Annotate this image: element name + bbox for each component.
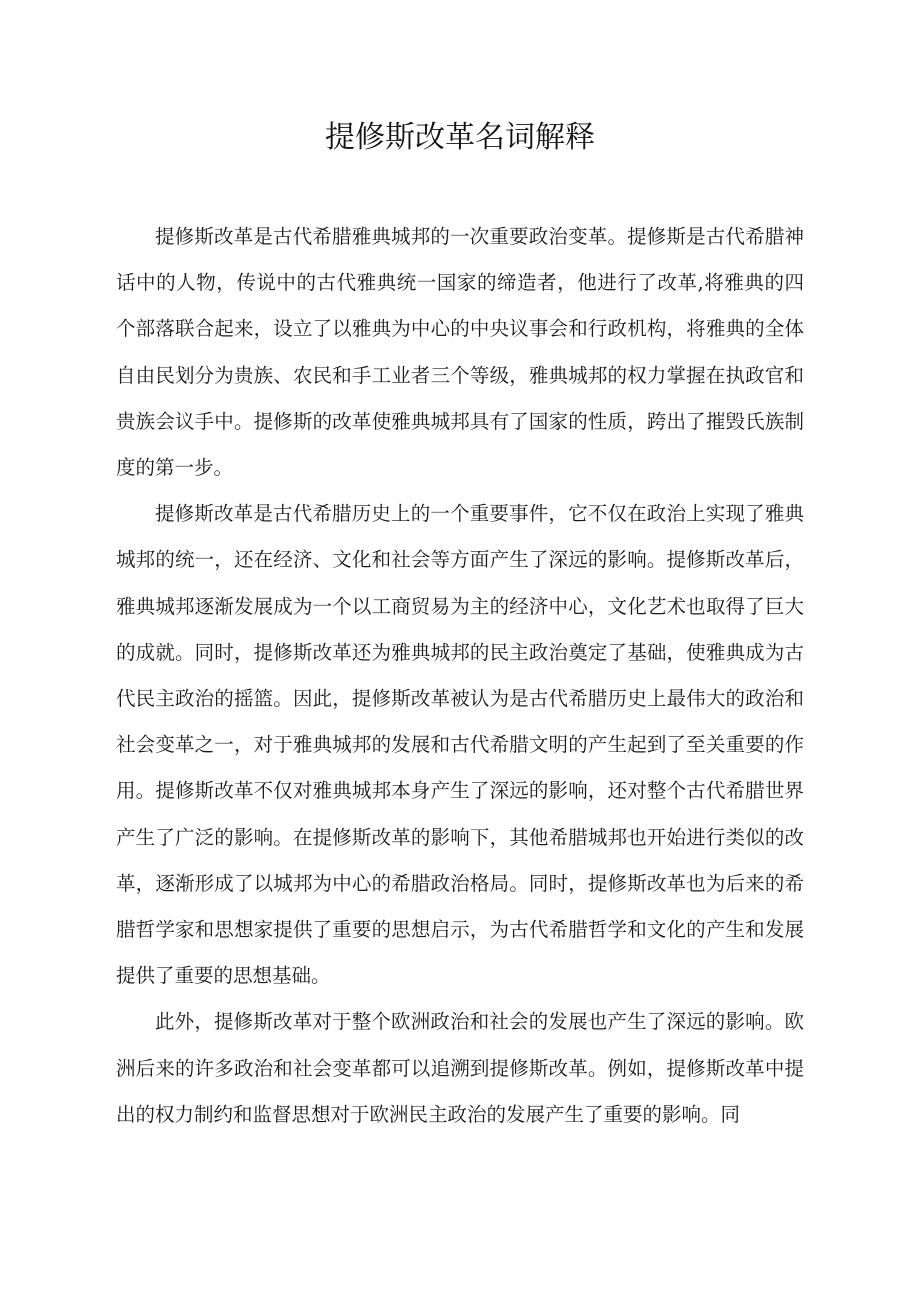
document-title: 提修斯改革名词解释	[325, 120, 595, 155]
document-body	[116, 214, 804, 1138]
paragraph-3: 此外，提修斯改革对于整个欧洲政治和社会的发展也产生了深远的影响。欧洲后来的许多政治和社会变革都可以追溯到提修斯改革。例如，提修斯改革中提出的权力制约和监督思想对于欧洲民主政治的发展产生了重要的影响。同	[116, 1010, 804, 1126]
paragraph-2: 提修斯改革是古代希腊历史上的一个重要事件，它不仅在政治上实现了雅典城邦的统一，还在经济、文化和社会等方面产生了深远的影响。提修斯改革后，雅典城邦逐渐发展成为一个以工商贸易为主的经济中心，文化艺术也取得了巨大的成就。同时，提修斯改革还为雅典城邦的民主政治奠定了基础，使雅典成为古代民主政治的摇篮。因此，提修斯改革被认为是古代希腊历史上最伟大的政治和社会变革之一，对于雅典城邦的发展和古代希腊文明的产生起到了至关重要的作用。提修斯改革不仅对雅典城邦本身产生了深远的影响，还对整个古代希腊世界产生了广泛的影响。在提修斯改革的影响下，其他希腊城邦也开始进行类似的改革，逐渐形成了以城邦为中心的希腊政治格局。同时，提修斯改革也为后来的希腊哲学家和思想家提供了重要的思想启示，为古代希腊哲学和文化的产生和发展提供了重要的思想基础。	[116, 502, 804, 988]
paragraph-1: 提修斯改革是古代希腊雅典城邦的一次重要政治变革。提修斯是古代希腊神话中的人物，传说中的古代雅典统一国家的缔造者，他进行了改革,将雅典的四个部落联合起来，设立了以雅典为中心的中央议事会和行政机构，将雅典的全体自由民划分为贵族、农民和手工业者三个等级，雅典城邦的权力掌握在执政官和贵族会议手中。提修斯的改革使雅典城邦具有了国家的性质，跨出了摧毁氏族制度的第一步。	[116, 225, 804, 480]
